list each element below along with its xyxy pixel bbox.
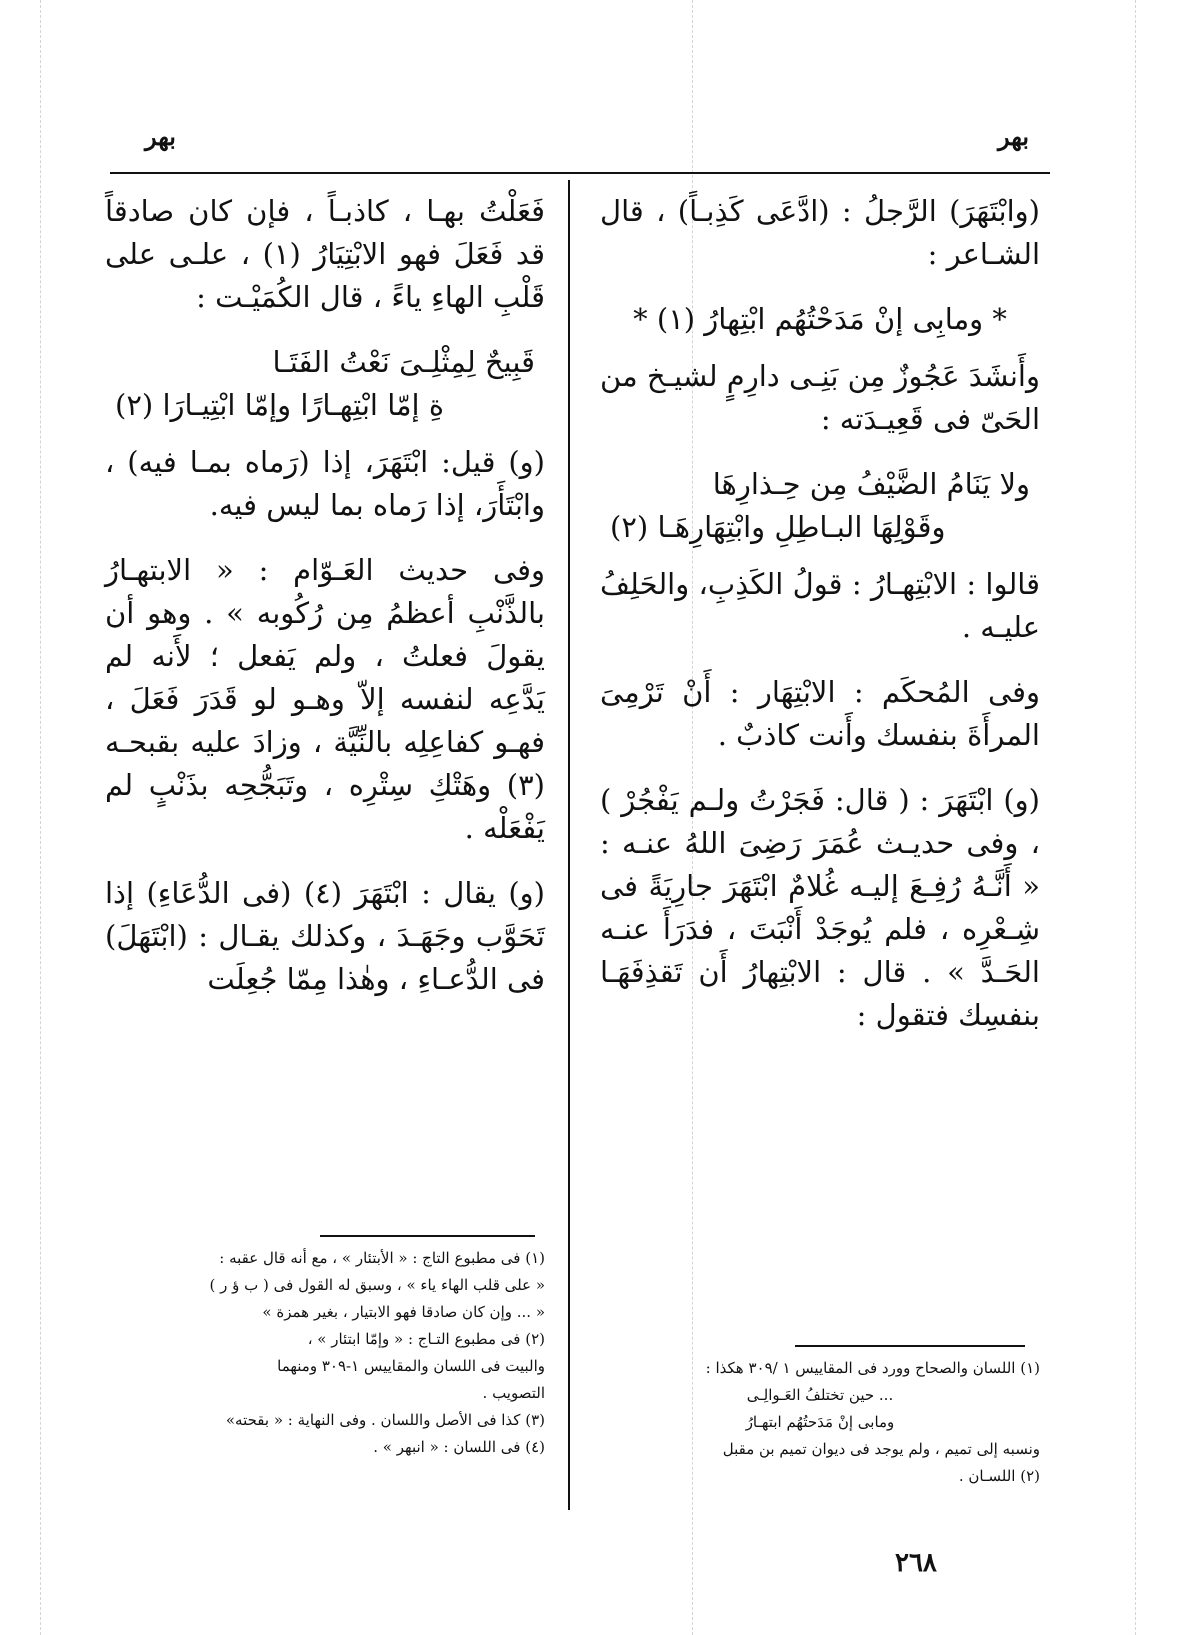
paragraph: وفى حديث العَـوّام : « الابتهـارُ بالذَّنْبِ أعظمُ مِن رُكُوبه » . وهو أن يقولَ فعلتُ ، ولم يَفعل ؛ لأَنه لم يَدَّعِه لنفسه إلاّ وهـو لو قَدَرَ فَعَلَ ، فهـو كفاعِلِه بالنِّيَّة ، وزادَ عليه بقبحـه (٣) وهَتْكِ سِتْرِه ، وتَبَجُّحِه بذَنْبٍ لم يَفْعَلْه . [105,553,545,845]
verse [600,298,1040,341]
verse-line: وقَوْلِهَا البـاطِلِ وابْتِهَارِهَـا (٢) [610,510,946,544]
footnote-line: والبيت فى اللسان والمقاييس ١-٣٠٩ ومنهما [277,1357,545,1375]
footnote-line: (١) اللسان والصحاح وورد فى المقاييس ١ /٣٠٩ هكذا : [705,1359,1040,1377]
scan-artifact-line [40,0,41,1635]
footnote-line: ومابى إنْ مَدَحتُهُم ابتهـارُ [745,1413,895,1431]
footnote-line: التصويب . [482,1384,545,1402]
paragraph: (و) قيل: ابْتَهَرَ، إذا (رَماه بمـا فيه) ، وابْتَأَرَ، إذا رَماه بما ليس فيه. [105,445,545,522]
footnote-line: « ... وإن كان صادقا فهو الابتيار ، بغير همزة » [262,1303,545,1321]
footnote-line: ونسبه إلى تميم ، ولم يوجد فى ديوان تميم بن مقبل [722,1440,1040,1458]
footnote-line: « على قلب الهاء ياء » ، وسبق له القول فى ( ب ؤ ر ) [209,1276,545,1294]
verse-line: * ومابِى إنْ مَدَحْتُهُم ابْتِهارُ (١) * [633,302,1007,336]
footnote-line: (١) فى مطبوع التاج : « الأبتئار » ، مع أنه قال عقبه : [219,1249,545,1267]
paragraph: (وابْتَهَرَ) الرَّجلُ : (ادَّعَى كَذِبـاً) ، قال الشـاعر : [600,194,1040,271]
column-divider [568,180,570,1510]
verse [600,463,1040,549]
right-column [600,190,1040,1059]
header-rule [110,172,1050,174]
header-left-word: بهر [145,122,176,151]
page-number: ٢٦٨ [895,1548,937,1578]
paragraph: فَعَلْتُ بهـا ، كاذبـاً ، فإن كان صادقاً قد فَعَلَ فهو الابْتِيَارُ (١) ، علـى على قَلْبِ الهاءِ ياءً ، قال الكُمَيْـت : [105,194,545,314]
footnote-line: (٤) فى اللسان : « انبهر » . [373,1438,545,1456]
verse-line: ولا يَنَامُ الضَّيْفُ مِن حِـذارِهَا [712,467,1030,501]
header-right-word: بهر [998,122,1029,151]
footnote-rule [320,1235,535,1237]
paragraph: قالوا : الابْتِهـارُ : قولُ الكَذِبِ، والحَلِفُ عليـه . [600,567,1040,644]
left-column [105,190,545,1023]
verse-line: ةِ إمّا ابْتِهـارًا وإمّا ابْتِيـارَا (٢) [115,388,445,422]
footnote-line: (٢) فى مطبوع التـاج : « وإمّا ابتئار » ، [307,1330,545,1348]
footnote-line: ... حين تختلفُ العَـوالِـى [746,1386,894,1404]
verse [105,341,545,427]
verse-line: قَبِيحٌ لِمِثْلِـىَ نَعْتُ الفَتَـا [272,345,535,379]
footnote-line: (٣) كذا فى الأصل واللسان . وفى النهاية : « بقحته» [225,1411,545,1429]
footnotes-left [105,1245,545,1461]
footnote-rule [795,1345,1025,1347]
paragraph: وأَنشَدَ عَجُوزٌ مِن بَنِـى دارِمٍ لشيـخ من الحَىّ فى قَعِيـدَته : [600,359,1040,436]
scan-artifact-line [1135,0,1136,1635]
paragraph: وفى المُحكَم : الابْتِهَار : أَنْ تَرْمِىَ المرأَةَ بنفسك وأَنت كاذبٌ . [600,675,1040,752]
footnote-line: (٢) اللسـان . [958,1467,1040,1485]
footnotes-right [600,1355,1040,1490]
paragraph: (و) ابْتَهَرَ : ( قال: فَجَرْتُ ولـم يَفْجُرْ ) ، وفى حديـث عُمَرَ رَضِىَ اللهُ عنـه : « أَنَّـهُ رُفِـعَ إليـه غُلامٌ ابْتَهَرَ جارِيَةً فى شِـعْرِه ، فلم يُوجَدْ أَنْبَتَ ، فدَرَأَ عنـه الحَـدَّ » . قال : الابْتِهارُ أَن تَقذِفَهَـا بنفسِك فتقول : [600,783,1040,1032]
paragraph: (و) يقال : ابْتَهَرَ (٤) (فى الدُّعَاءِ) إذا تَحَوَّب وجَهَـدَ ، وكذلك يقـال : (ابْتَهَلَ) فى الدُّعـاءِ ، وهٰذا مِمّا جُعِلَت [105,876,545,996]
